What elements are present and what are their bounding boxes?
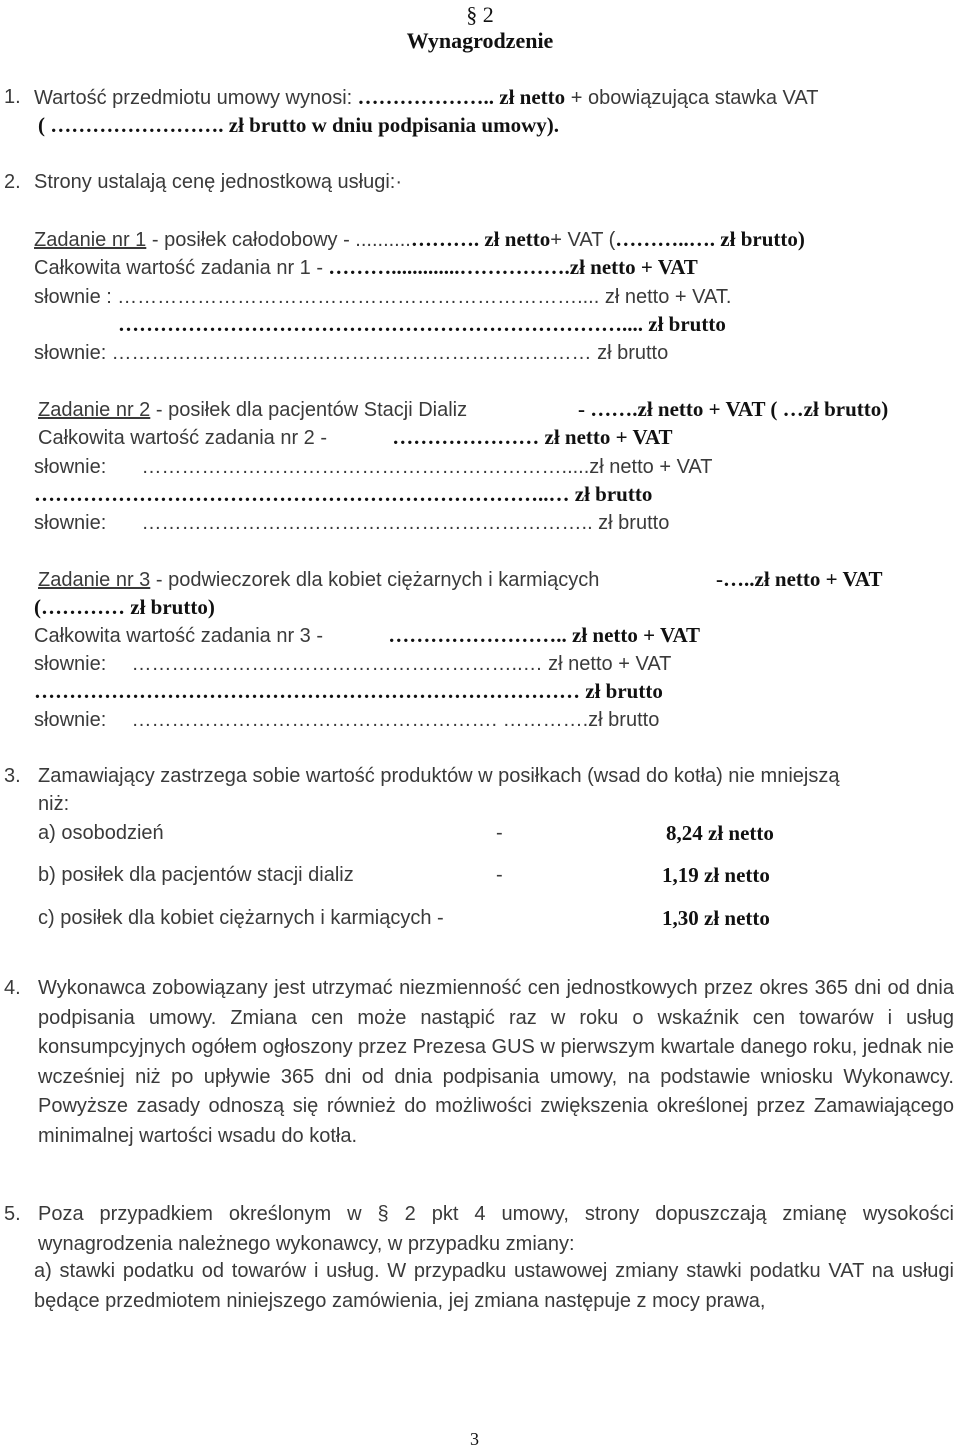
p1-line1: Wartość przedmiotu umowy wynosi: ……………….. zł netto + obowiązująca stawka VAT — [34, 85, 819, 109]
p3-text-line1: Zamawiający zastrzega sobie wartość produktów w posiłkach (wsad do kotła) nie mniejszą — [38, 765, 840, 787]
task2-price: - …….zł netto + VAT ( …zł brutto) — [578, 397, 889, 421]
task3-line5: słownie: ………………………………………………. ………….zł brutto — [34, 709, 660, 731]
p3-number: 3. — [4, 765, 21, 787]
p4-text: Wykonawca zobowiązany jest utrzymać niezmienność cen jednostkowych przez okres 365 dni od dnia podpisania umowy. Zmiana cen może nastąpić raz w roku o wskaźnik cen towarów i usług konsumpcyjnych ogółem ogłoszony przez Prezesa GUS w pierwszym kwartale danego roku, jednak nie wcześniej niż po upływie 365 dni od dnia podpisania umowy, na podstawie wniosku Wykonawcy. Powyższe zasady odnoszą się również do możliwości zwiększenia określonej przez Zamawiającego minimalnej wartości wsadu do kotła. — [38, 977, 954, 1147]
p3-item-b-label: b) posiłek dla pacjentów stacji dializ — [38, 864, 354, 886]
p2-number: 2. — [4, 171, 21, 193]
page-number: 3 — [470, 1429, 479, 1449]
task1-line5: słownie: ……………………………………………………………… zł brutto — [34, 342, 669, 364]
p1-number: 1. — [4, 86, 21, 108]
section-symbol: § 2 — [466, 2, 494, 27]
task1-line4: ……………………………………………………………….... zł brutto — [118, 312, 726, 336]
p5-text: Poza przypadkiem określonym w § 2 pkt 4 umowy, strony dopuszczają zmianę wysokości wynagrodzenia należnego wykonawcy, w przypadku zmiany: — [38, 1203, 954, 1255]
task1-line1: Zadanie nr 1 - posiłek całodobowy - ..........………. zł netto+ VAT (………..…. zł brutto) — [34, 227, 805, 251]
p3-item-b-value: 1,19 zł netto — [662, 863, 770, 887]
task1-line3: słownie : …………………………………………………………….... zł netto + VAT. — [34, 286, 732, 308]
task2-line3: słownie: ……………………………………………………….....zł netto + VAT — [34, 456, 713, 478]
p2-intro: Strony ustalają cenę jednostkową usługi:· — [34, 171, 402, 193]
task3-line4: …………………………………………………………………… zł brutto — [34, 679, 663, 703]
p1-line2: ( ……………………. zł brutto w dniu podpisania umowy). — [38, 113, 559, 137]
p3-item-a-value: 8,24 zł netto — [666, 821, 774, 845]
task3-price: -…..zł netto + VAT — [716, 567, 883, 591]
p5-sub-a: a) stawki podatku od towarów i usług. W przypadku ustawowej zmiany stawki podatku VAT na usługi będące przedmiotem niniejszego zamówienia, jej zmiana następuje z mocy prawa, — [34, 1260, 954, 1312]
p3-item-c-label: c) posiłek dla kobiet ciężarnych i karmiących - — [38, 907, 444, 929]
p3-item-c-value: 1,30 zł netto — [662, 906, 770, 930]
task1-line2: Całkowita wartość zadania nr 1 - ……….............…………….zł netto + VAT — [34, 255, 698, 279]
p5-number: 5. — [4, 1203, 21, 1225]
section-title: Wynagrodzenie — [406, 28, 554, 53]
p4-number: 4. — [4, 977, 21, 999]
p3-item-a-dash: - — [496, 822, 503, 844]
p3-text-line2: niż: — [38, 793, 70, 815]
task2-line2: Całkowita wartość zadania nr 2 - ………………… zł netto + VAT — [38, 425, 673, 449]
task2-line1: Zadanie nr 2 - posiłek dla pacjentów Stacji Dializ — [38, 399, 468, 421]
p3-item-a-label: a) osobodzień — [38, 822, 164, 844]
task2-line4: ………………………………………………………………..… zł brutto — [34, 482, 653, 506]
task3-line1: Zadanie nr 3 - podwieczorek dla kobiet ciężarnych i karmiących — [38, 569, 600, 591]
task2-line5: słownie: ………………………………………………………….. zł brutto — [34, 512, 670, 534]
task3-line3: słownie: …………………………………………………..… zł netto + VAT — [34, 653, 672, 675]
task3-line2: Całkowita wartość zadania nr 3 - …………………….. zł netto + VAT — [34, 623, 701, 647]
task3-brutto: (………… zł brutto) — [34, 595, 215, 619]
p3-item-b-dash: - — [496, 864, 503, 886]
